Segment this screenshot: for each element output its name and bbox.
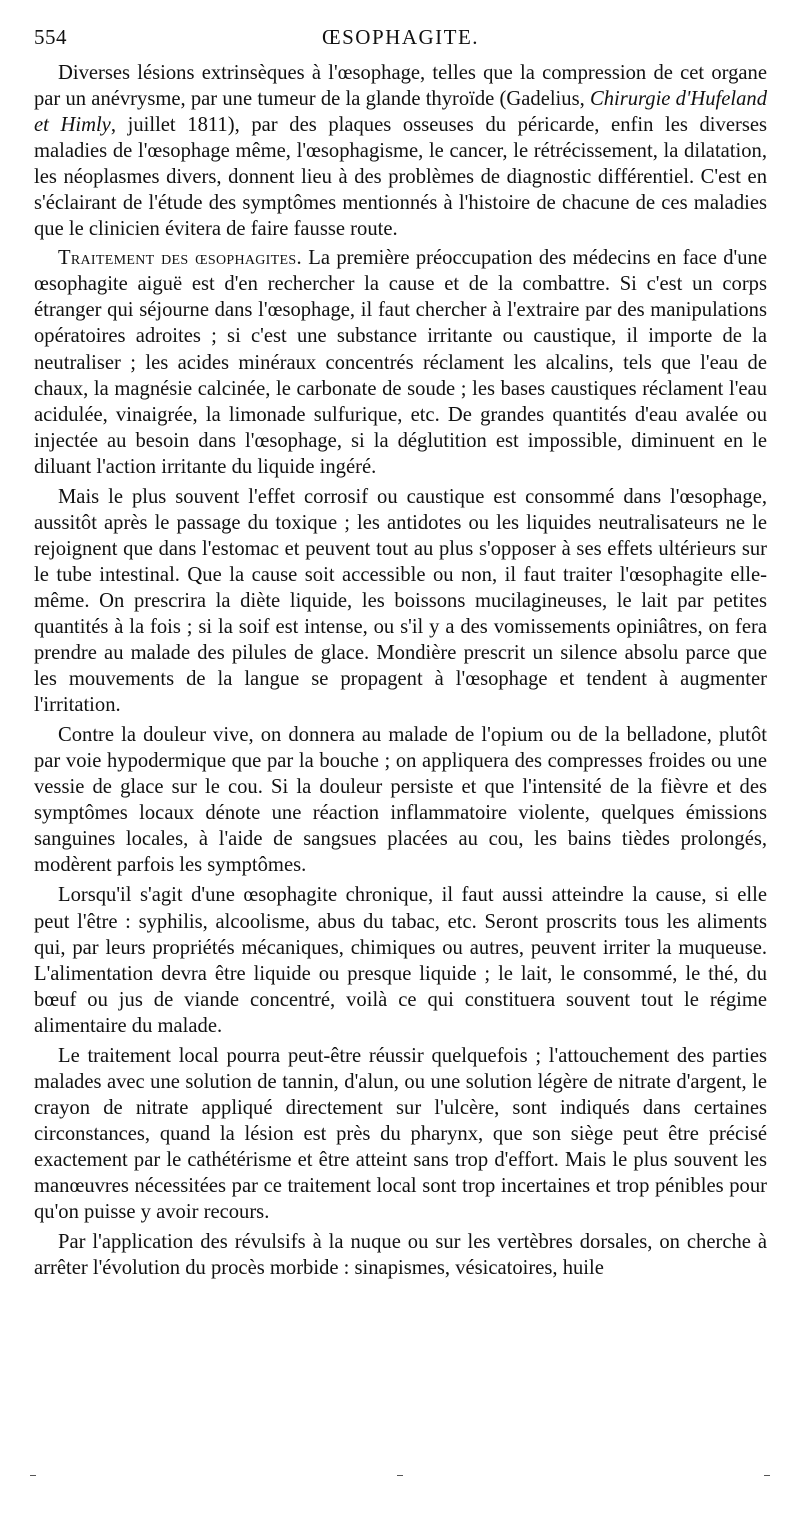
section-heading: Traitement des œsophagites. [58,247,302,270]
paragraph-6: Le traitement local pourra peut-être réussir quelquefois ; l'attouchement des parties malades avec une solution de tannin, d'alun, ou une solution légère de nitrate d'argent, le crayon de nitrate appliqué directement sur l'ulcère, sont indiqués dans certaines circonstances, quand la lésion est près du pharynx, que son siège peut être précisé exactement par le cathétérisme et être atteint sans trop d'effort. Mais le plus souvent les manœuvres nécessitées par ce traitement local sont trop incertaines et trop pénibles pour qu'on puisse y avoir recours. [34,1044,767,1224]
footer-mark [764,1475,770,1476]
paragraph-2 [34,245,767,479]
paragraph-5: Lorsqu'il s'agit d'une œsophagite chronique, il faut aussi atteindre la cause, si elle peut l'être : syphilis, alcoolisme, abus du tabac, etc. Seront proscrits tous les aliments qui, par leurs propriétés mécaniques, chimiques ou autres, peuvent irriter la muqueuse. L'alimentation devra être liquide ou presque liquide ; le lait, le consommé, le thé, du bœuf ou jus de viande concentré, voilà ce qui constituera souvent tout le régime alimentaire du malade. [34,884,767,1037]
citation-title: Chirurgie d'Hufeland et Himly [34,88,767,137]
body-text [34,60,767,1281]
running-title: ŒSOPHAGITE. [321,25,480,49]
paragraph-7: Par l'application des révulsifs à la nuque ou sur les vertèbres dorsales, on cherche à arrêter l'évolution du procès morbide : sinapismes, vésicatoires, huile [34,1231,767,1280]
book-page [34,22,767,1285]
footer-mark [397,1475,403,1476]
paragraph-1-text-cont: , juillet 1811), par des plaques osseuses du péricarde, enfin les diverses maladies de l'œsophage même, l'œsophagisme, le cancer, le rétrécissement, la dilatation, les néoplasmes divers, donnent lieu à des problèmes de diagnostic différentiel. C'est en s'éclairant de l'étude des symptômes mentionnés à l'histoire de chacune de ces maladies que le clinicien évitera de faire fausse route. [34,114,767,241]
paragraph-1-text: Diverses lésions extrinsèques à l'œsophage, telles que la compression de cet organe par un anévrysme, par une tumeur de la glande thyroïde (Gadelius, [34,62,767,111]
paragraph-2-text: La première préoccupation des médecins en face d'une œsophagite aiguë est d'en rechercher la cause et de la combattre. Si c'est un corps étranger qui séjourne dans l'œsophage, il faut chercher à l'extraire par des manipulations opératoires adroites ; si c'est une substance irritante ou caustique, il importe de la neutraliser ; les acides minéraux concentrés réclament les alcalins, tels que l'eau de chaux, la magnésie calcinée, le carbonate de soude ; les bases caustiques réclament l'eau acidulée, vinaigrée, la limonade sulfurique, etc. De grandes quantités d'eau avalée ou injectée au besoin dans l'œsophage, si la déglutition est impossible, diminuent en le diluant l'action irritante du liquide ingéré. [34,247,767,478]
running-head [34,22,767,52]
paragraph-3: Mais le plus souvent l'effet corrosif ou caustique est consommé dans l'œsophage, aussitôt après le passage du toxique ; les antidotes ou les liquides neutralisateurs ne le rejoignent que dans l'estomac et peuvent tout au plus s'opposer à ses effets ultérieurs sur le tube intestinal. Que la cause soit accessible ou non, il faut traiter l'œsophagite elle-même. On prescrira la diète liquide, les boissons mucilagineuses, le lait par petites quantités à la fois ; si la soif est intense, ou s'il y a des vomissements opiniâtres, on fera prendre au malade des pilules de glace. Mondière prescrit un silence absolu parce que les mouvements de la langue se propagent à l'œsophage et tendent à augmenter l'irritation. [34,485,767,717]
page-number: 554 [34,25,67,49]
footer-mark [30,1475,36,1476]
paragraph-1 [34,60,767,242]
paragraph-4: Contre la douleur vive, on donnera au malade de l'opium ou de la belladone, plutôt par voie hypodermique que par la bouche ; on appliquera des compresses froides ou une vessie de glace sur le cou. Si la douleur persiste et que l'intensité de la fièvre et des symptômes locaux dénote une réaction inflammatoire violente, quelques émissions sanguines locales, à l'aide de sangsues placées au cou, les bains tièdes prolongés, modèrent parfois les symptômes. [34,724,767,877]
footer-marks [30,1472,770,1478]
